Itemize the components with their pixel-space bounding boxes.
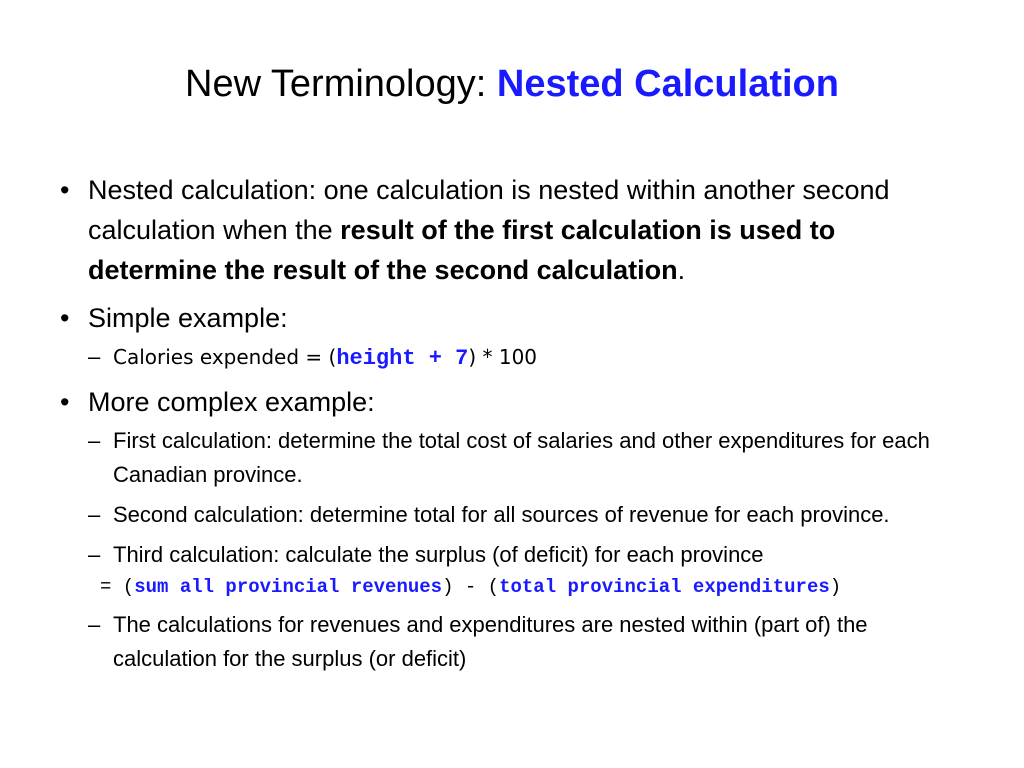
formula-term1: sum all provincial revenues bbox=[134, 576, 443, 598]
sub-bullet-fourth bbox=[60, 608, 960, 676]
fourth-text: The calculations for revenues and expenditures are nested within (part of) the calculation for the surplus (or deficit) bbox=[113, 612, 868, 671]
bullet-dot-icon: • bbox=[60, 303, 70, 333]
complex-label: More complex example: bbox=[88, 387, 375, 417]
dash-icon: – bbox=[88, 428, 101, 453]
dash-icon: – bbox=[88, 612, 101, 637]
title-prefix: New Terminology: bbox=[185, 63, 497, 105]
dash-icon: – bbox=[88, 344, 101, 369]
sub-bullet-calories bbox=[60, 340, 960, 376]
surplus-formula bbox=[60, 572, 960, 602]
bullet-simple-example bbox=[60, 298, 960, 338]
calories-suffix: ) * 100 bbox=[468, 345, 538, 369]
bullet-complex-example bbox=[60, 382, 960, 422]
definition-text-b: . bbox=[677, 255, 686, 285]
bullet-dot-icon: • bbox=[60, 175, 70, 205]
definition-text-a: Nested calculation: one calculation is nested within another second calculation when the bbox=[88, 175, 890, 245]
sub-bullet-third bbox=[60, 538, 960, 572]
sub-bullet-second bbox=[60, 498, 960, 532]
bullet-dot-icon: • bbox=[60, 387, 70, 417]
dash-icon: – bbox=[88, 502, 101, 527]
bullet-definition bbox=[60, 170, 960, 290]
simple-label: Simple example: bbox=[88, 303, 288, 333]
second-text: Second calculation: determine total for all sources of revenue for each province. bbox=[113, 502, 890, 527]
formula-eq: = ( bbox=[100, 576, 135, 598]
calories-prefix: Calories expended = ( bbox=[113, 345, 337, 369]
definition-bold: result of the first calculation is used to determine the result of the second calculation bbox=[88, 215, 836, 285]
formula-close: ) bbox=[829, 576, 842, 598]
sub-bullet-first bbox=[60, 424, 960, 492]
title-accent: Nested Calculation bbox=[496, 63, 839, 105]
first-text: First calculation: determine the total cost of salaries and other expenditures for each Canadian province. bbox=[113, 428, 930, 487]
formula-minus: ) - ( bbox=[442, 576, 500, 598]
slide-title bbox=[0, 60, 1024, 108]
dash-icon: – bbox=[88, 542, 101, 567]
calories-code: height + 7 bbox=[336, 346, 469, 371]
formula-term2: total provincial expenditures bbox=[499, 576, 830, 598]
slide-body bbox=[60, 170, 960, 682]
third-text: Third calculation: calculate the surplus (of deficit) for each province bbox=[113, 542, 764, 567]
